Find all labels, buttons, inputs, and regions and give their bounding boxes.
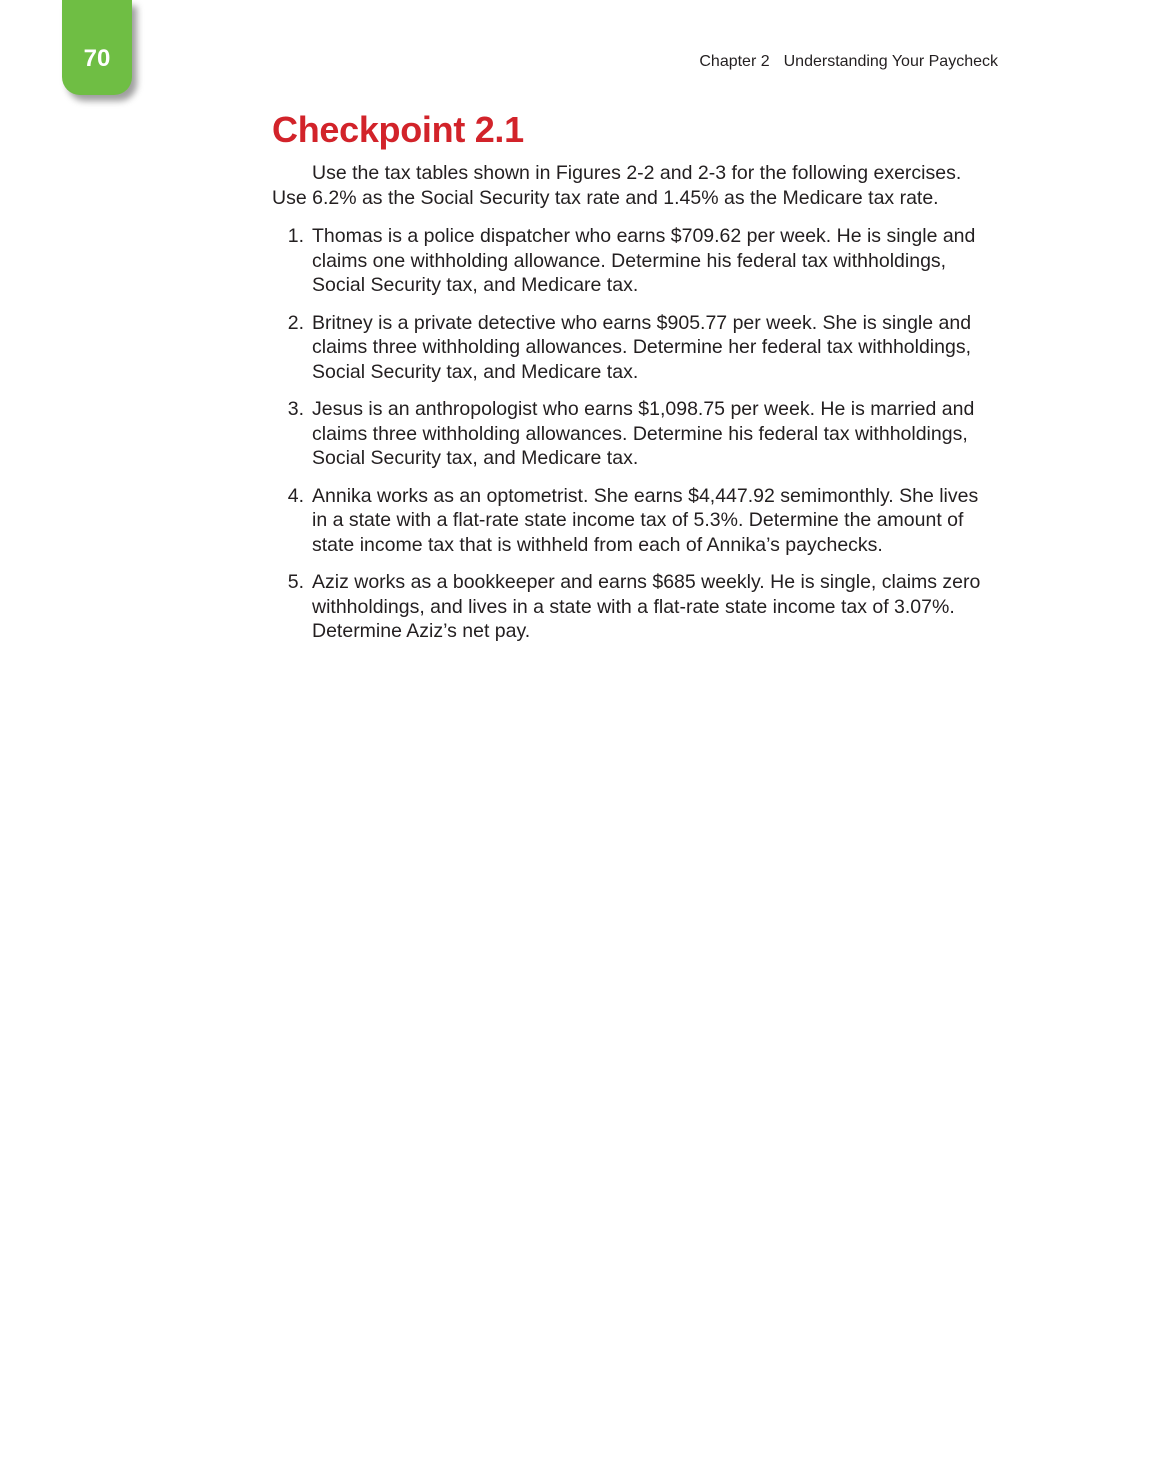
- exercise-text: Thomas is a police dispatcher who earns $709.62 per week. He is single and claims one withholding allowance. Determine his federal tax withholdings, Social Security tax, and Medicare tax.: [312, 225, 976, 296]
- exercise-number: 3.: [287, 398, 304, 420]
- exercise-text: Aziz works as a bookkeeper and earns $685 weekly. He is single, claims zero withholdings, and lives in a state with a flat-rate state income tax of 3.07%. Determine Aziz’s net pay.: [312, 571, 981, 642]
- exercise-item: [272, 570, 997, 644]
- running-header: [699, 52, 998, 72]
- exercise-item: [272, 397, 997, 471]
- checkpoint-title: Checkpoint 2.1: [272, 109, 524, 150]
- exercise-number: 5.: [287, 571, 304, 593]
- exercise-text: Annika works as an optometrist. She earns $4,447.92 semimonthly. She lives in a state with a flat-rate state income tax of 5.3%. Determine the amount of state income tax that is withheld from each of Annika’s paychecks.: [312, 484, 979, 556]
- exercise-text: Britney is a private detective who earns $905.77 per week. She is single and claims three withholding allowances. Determine her federal tax withholdings, Social Security tax, and Medicare tax.: [312, 311, 972, 383]
- page-number: 70: [83, 45, 111, 72]
- instructions-paragraph: Use the tax tables shown in Figures 2-2 and 2-3 for the following exercises. Use 6.2% as the Social Security tax rate and 1.45% as the Medicare tax rate.: [272, 162, 962, 209]
- exercise-text: Jesus is an anthropologist who earns $1,098.75 per week. He is married and claims three withholding allowances. Determine his federal tax withholdings, Social Security tax, and Medicare tax.: [312, 398, 975, 469]
- exercise-number: 4.: [287, 484, 304, 507]
- exercise-item: [272, 484, 997, 558]
- exercise-number: 2.: [287, 311, 304, 334]
- page-number-tab: [62, 0, 132, 95]
- exercise-item: [272, 224, 997, 298]
- exercise-list: [272, 224, 997, 644]
- exercise-item: [272, 311, 997, 385]
- exercise-number: 1.: [287, 225, 304, 247]
- chapter-title: Understanding Your Paycheck: [783, 53, 998, 70]
- checkpoint-section: [272, 107, 997, 657]
- chapter-label: Chapter 2: [699, 53, 770, 70]
